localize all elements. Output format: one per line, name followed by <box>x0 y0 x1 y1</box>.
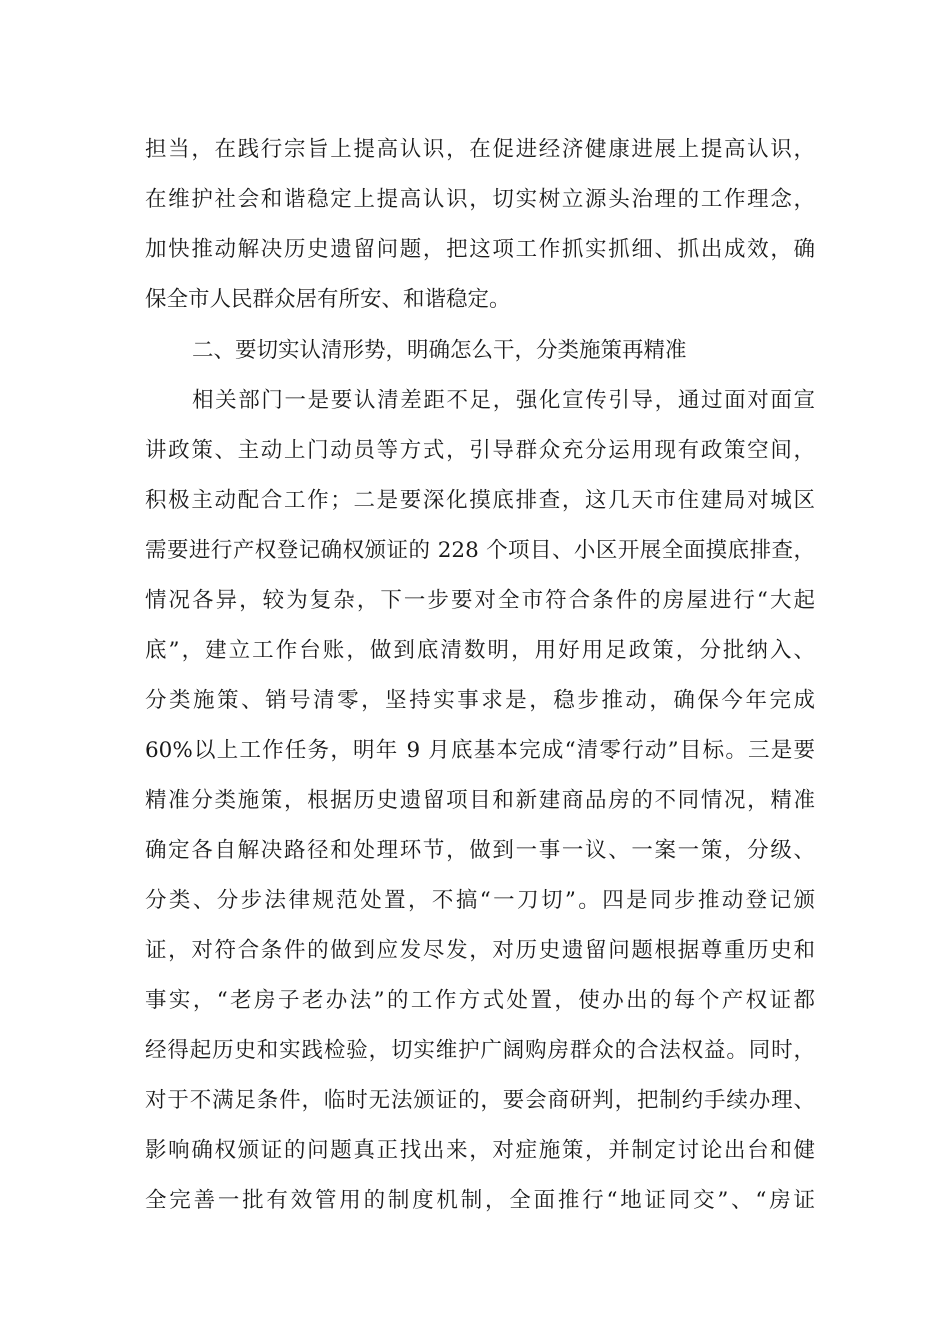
body-text-line: 底”，建立工作台账，做到底清数明，用好用足政策，分批纳入、 <box>145 638 815 663</box>
body-text-line: 积极主动配合工作；二是要深化摸底排查，这几天市住建局对城区 <box>145 488 815 513</box>
body-text-line: 分类施策、销号清零，坚持实事求是，稳步推动，确保今年完成 <box>145 688 815 713</box>
body-text-line: 经得起历史和实践检验，切实维护广阔购房群众的合法权益。同时， <box>145 1038 815 1063</box>
body-text-line: 需要进行产权登记确权颁证的 228 个项目、小区开展全面摸底排查， <box>145 538 815 563</box>
body-text-line: 情况各异，较为复杂，下一步要对全市符合条件的房屋进行“大起 <box>145 588 815 613</box>
body-text-line: 事实，“老房子老办法”的工作方式处置，使办出的每个产权证都 <box>145 988 815 1013</box>
body-text-line: 担当，在践行宗旨上提高认识，在促进经济健康进展上提高认识， <box>145 137 815 162</box>
section-heading: 二、要切实认清形势，明确怎么干，分类施策再精准 <box>192 338 687 363</box>
body-text-line: 加快推动解决历史遗留问题，把这项工作抓实抓细、抓出成效，确 <box>145 237 815 262</box>
body-text-line: 对于不满足条件，临时无法颁证的，要会商研判，把制约手续办理、 <box>145 1088 815 1113</box>
body-text-line: 确定各自解决路径和处理环节，做到一事一议、一案一策，分级、 <box>145 838 815 863</box>
body-text-line: 影响确权颁证的问题真正找出来，对症施策，并制定讨论出台和健 <box>145 1138 815 1163</box>
body-text-line: 分类、分步法律规范处置，不搞“一刀切”。四是同步推动登记颁 <box>145 888 815 913</box>
body-text-line: 相关部门一是要认清差距不足，强化宣传引导，通过面对面宣 <box>192 388 815 413</box>
body-text-line: 在维护社会和谐稳定上提高认识，切实树立源头治理的工作理念， <box>145 187 815 212</box>
body-text-line: 60%以上工作任务，明年 9 月底基本完成“清零行动”目标。三是要 <box>145 738 815 763</box>
body-text-line: 证，对符合条件的做到应发尽发，对历史遗留问题根据尊重历史和 <box>145 938 815 963</box>
body-text-line: 全完善一批有效管用的制度机制，全面推行“地证同交”、“房证 <box>145 1188 815 1213</box>
body-text-line: 精准分类施策，根据历史遗留项目和新建商品房的不同情况，精准 <box>145 788 815 813</box>
body-text-line: 讲政策、主动上门动员等方式，引导群众充分运用现有政策空间， <box>145 438 815 463</box>
body-text-line: 保全市人民群众居有所安、和谐稳定。 <box>145 287 511 312</box>
